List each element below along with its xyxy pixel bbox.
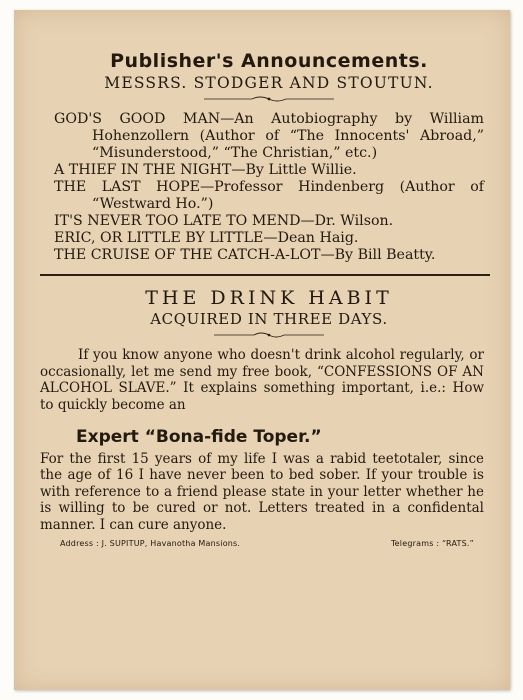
book-entry: THE CRUISE OF THE CATCH-A-LOT—By Bill Beatty. xyxy=(54,247,436,263)
advert-heading: THE DRINK HABIT xyxy=(145,287,393,309)
ornament-divider-icon xyxy=(214,331,324,339)
advert-paragraph: If you know anyone who doesn't drink alcohol regularly, or occasionally, let me send my free book, “CONFESSIONS OF AN ALCOHOL SLAVE.” It explains something important, i.e.: How to quickly become an xyxy=(40,347,484,413)
advert-headline: Expert “Bona-fide Toper.” xyxy=(76,426,322,447)
book-entry: A THIEF IN THE NIGHT—By Little Willie. xyxy=(54,162,357,178)
book-entry: GOD'S GOOD MAN—An Autobiography by William Hohenzollern (Author of “The Innocents' Abroad,” “Misunderstood,” “The Christian,” etc.) xyxy=(54,111,484,161)
address-line: Address : J. SUPITUP, Havanotha Mansions. xyxy=(60,539,241,548)
advert-subheading: ACQUIRED IN THREE DAYS. xyxy=(150,310,388,328)
book-list xyxy=(54,111,484,264)
book-entry: ERIC, OR LITTLE BY LITTLE—Dean Haig. xyxy=(54,230,359,246)
printed-page xyxy=(14,10,510,690)
publisher-heading: Publisher's Announcements. xyxy=(110,50,428,72)
advert-paragraph: For the first 15 years of my life I was a rabid teetotaler, since the age of 16 I have never been to bed sober. If your trouble is with reference to a friend please state in your letter whether he is willing to be cured or not. Letters treated in a confidental manner. I can cure anyone. xyxy=(40,450,484,533)
ornament-divider-icon xyxy=(204,95,334,103)
publisher-firm: MESSRS. STODGER AND STOUTUN. xyxy=(104,74,434,92)
section-divider xyxy=(40,274,490,276)
telegrams-line: Telegrams : “RATS.” xyxy=(390,539,474,548)
advert-footer xyxy=(60,539,474,548)
book-entry: IT'S NEVER TOO LATE TO MEND—Dr. Wilson. xyxy=(54,213,394,229)
book-entry: THE LAST HOPE—Professor Hindenberg (Author of “Westward Ho.”) xyxy=(54,179,484,212)
